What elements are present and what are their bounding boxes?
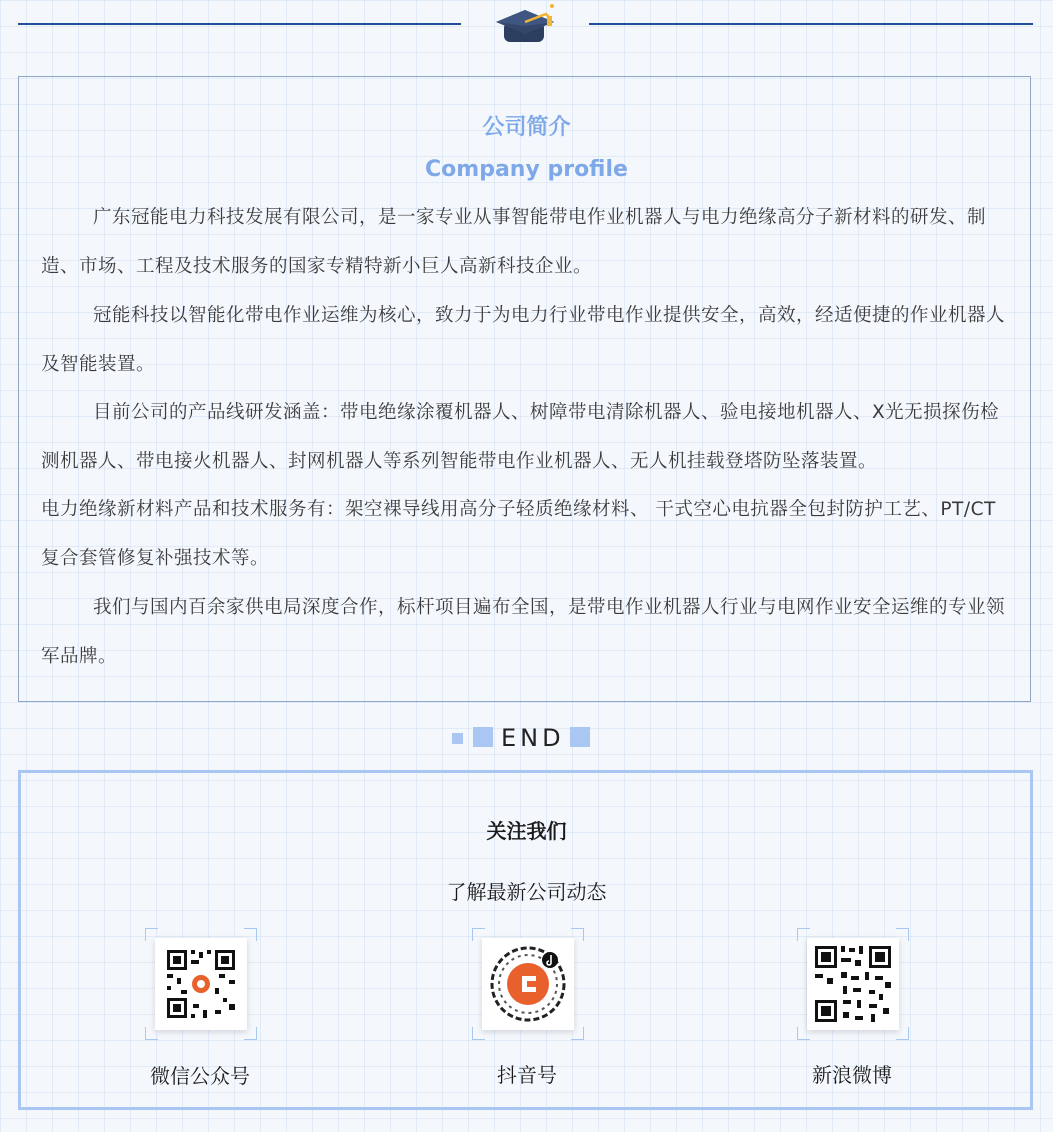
wechat-label: 微信公众号 <box>150 1064 250 1088</box>
header-divider-left <box>18 23 461 25</box>
header-divider-right <box>589 23 1033 25</box>
end-square-right <box>570 727 590 747</box>
douyin-label: 抖音号 <box>497 1063 557 1087</box>
profile-title: 公司简介 <box>482 115 571 140</box>
profile-paragraph: 目前公司的产品线研发涵盖：带电绝缘涂覆机器人、树障带电清除机器人、验电接地机器人、X光无损探伤检测机器人、带电接火机器人、封网机器人等系列智能带电作业机器人、无人机挂载登塔防坠落装置。 <box>41 402 1000 472</box>
profile-subtitle: Company profile <box>425 157 628 182</box>
end-marker <box>0 724 1053 752</box>
follow-title: 关注我们 <box>486 819 567 843</box>
profile-paragraph: 电力绝缘新材料产品和技术服务有：架空裸导线用高分子轻质绝缘材料、 干式空心电抗器全包封防护工艺、PT/CT复合套管修复补强技术等。 <box>41 499 996 569</box>
profile-paragraph: 我们与国内百余家供电局深度合作，标杆项目遍布全国，是带电作业机器人行业与电网作业安全运维的专业领军品牌。 <box>41 597 1006 667</box>
follow-subtitle: 了解最新公司动态 <box>446 880 607 904</box>
weibo-label: 新浪微博 <box>812 1063 892 1087</box>
weibo-qr-code-icon[interactable] <box>807 938 899 1030</box>
graduation-cap-icon <box>492 0 558 56</box>
end-square-left <box>473 727 493 747</box>
weibo-qr-frame[interactable] <box>797 928 909 1040</box>
douyin-qr-frame[interactable] <box>472 928 584 1040</box>
wechat-qr-frame[interactable] <box>145 928 257 1040</box>
wechat-qr-code-icon[interactable] <box>155 938 247 1030</box>
douyin-code-icon[interactable] <box>482 938 574 1030</box>
end-square-small <box>452 733 463 744</box>
profile-paragraph: 冠能科技以智能化带电作业运维为核心，致力于为电力行业带电作业提供安全，高效，经适便捷的作业机器人及智能装置。 <box>41 305 1006 375</box>
profile-paragraph: 广东冠能电力科技发展有限公司，是一家专业从事智能带电作业机器人与电力绝缘高分子新材料的研发、制造、市场、工程及技术服务的国家专精特新小巨人高新科技企业。 <box>41 207 987 277</box>
end-label: END <box>501 724 565 752</box>
